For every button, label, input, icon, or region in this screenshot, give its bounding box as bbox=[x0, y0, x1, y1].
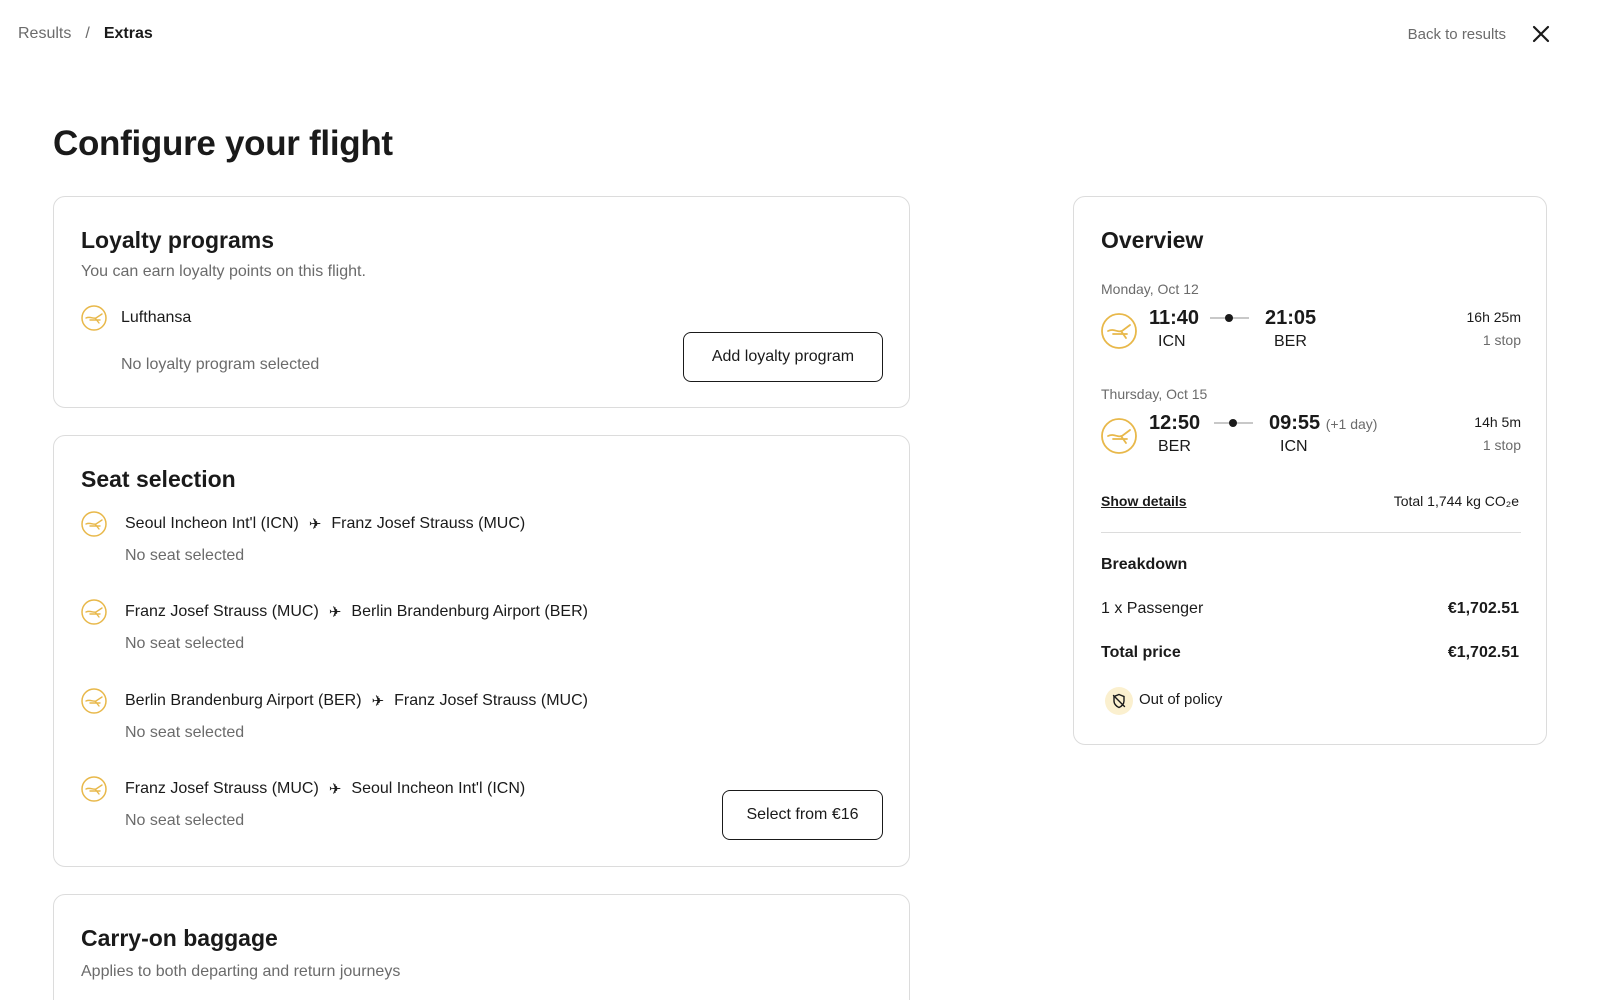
arrival-airport: BER bbox=[1274, 333, 1307, 350]
lufthansa-crane-icon bbox=[1101, 418, 1137, 454]
top-bar bbox=[0, 0, 1600, 70]
overview-card bbox=[1073, 196, 1547, 745]
total-price: €1,702.51 bbox=[1447, 644, 1519, 661]
segment-seat-status: No seat selected bbox=[125, 635, 245, 652]
page-title: Configure your flight bbox=[53, 124, 393, 163]
breadcrumb-current: Extras bbox=[103, 25, 153, 42]
policy-status: Out of policy bbox=[1139, 691, 1223, 708]
flight-duration: 16h 25m bbox=[1466, 309, 1521, 325]
segment-seat-status: No seat selected bbox=[125, 812, 245, 829]
airplane-icon: ✈ bbox=[308, 516, 322, 533]
arrival-airport: ICN bbox=[1280, 438, 1308, 455]
passenger-price: €1,702.51 bbox=[1447, 600, 1519, 617]
airplane-icon: ✈ bbox=[371, 693, 385, 710]
airplane-icon: ✈ bbox=[328, 781, 342, 798]
flight-stops: 1 stop bbox=[1482, 332, 1521, 348]
segment-route bbox=[125, 603, 588, 621]
seat-segment bbox=[81, 511, 681, 571]
next-day-note: (+1 day) bbox=[1325, 416, 1378, 432]
segment-seat-status: No seat selected bbox=[125, 724, 245, 741]
segment-destination: Berlin Brandenburg Airport (BER) bbox=[351, 603, 588, 620]
seat-selection-title: Seat selection bbox=[81, 466, 236, 492]
lufthansa-crane-icon bbox=[1101, 313, 1137, 349]
breakdown-title: Breakdown bbox=[1101, 556, 1188, 573]
segment-origin: Franz Josef Strauss (MUC) bbox=[125, 603, 319, 620]
passenger-label: 1 x Passenger bbox=[1101, 600, 1204, 617]
seat-segment bbox=[81, 776, 681, 836]
segment-route bbox=[125, 692, 588, 710]
flight-duration: 14h 5m bbox=[1474, 414, 1521, 430]
baggage-subtitle: Applies to both departing and return journeys bbox=[81, 963, 401, 980]
loyalty-airline-name: Lufthansa bbox=[121, 309, 192, 326]
leg-date: Monday, Oct 12 bbox=[1101, 281, 1199, 297]
departure-time: 11:40 bbox=[1149, 307, 1200, 329]
segment-destination: Seoul Incheon Int'l (ICN) bbox=[351, 780, 526, 797]
segment-route bbox=[125, 515, 525, 533]
arrival-time: 21:05 bbox=[1265, 307, 1317, 329]
loyalty-status: No loyalty program selected bbox=[121, 356, 320, 373]
flight-leg-outbound bbox=[1101, 307, 1521, 357]
breadcrumb-results-link[interactable]: Results bbox=[18, 25, 72, 42]
seat-segment bbox=[81, 599, 681, 659]
flight-leg-return bbox=[1101, 412, 1521, 462]
segment-origin: Franz Josef Strauss (MUC) bbox=[125, 780, 319, 797]
show-details-link[interactable]: Show details bbox=[1101, 493, 1187, 509]
stop-dot bbox=[1225, 314, 1233, 322]
divider bbox=[1101, 532, 1521, 533]
breadcrumb bbox=[18, 25, 153, 43]
lufthansa-crane-icon bbox=[81, 305, 107, 331]
arrival-time: 09:55 (+1 day) bbox=[1269, 412, 1378, 434]
baggage-title: Carry-on baggage bbox=[81, 925, 278, 951]
co2-total: Total 1,744 kg CO₂e bbox=[1393, 493, 1519, 509]
loyalty-programs-card bbox=[53, 196, 910, 408]
loyalty-title: Loyalty programs bbox=[81, 227, 274, 253]
departure-airport: BER bbox=[1158, 438, 1191, 455]
lufthansa-crane-icon bbox=[81, 776, 107, 802]
select-seats-button[interactable]: Select from €16 bbox=[722, 790, 883, 840]
lufthansa-crane-icon bbox=[81, 599, 107, 625]
seat-segment bbox=[81, 688, 681, 748]
add-loyalty-program-button[interactable]: Add loyalty program bbox=[683, 332, 883, 382]
leg-date: Thursday, Oct 15 bbox=[1101, 386, 1208, 402]
segment-seat-status: No seat selected bbox=[125, 547, 245, 564]
breadcrumb-separator: / bbox=[85, 25, 90, 42]
segment-route bbox=[125, 780, 525, 798]
departure-time: 12:50 bbox=[1149, 412, 1201, 434]
segment-origin: Berlin Brandenburg Airport (BER) bbox=[125, 692, 362, 709]
loyalty-subtitle: You can earn loyalty points on this flight. bbox=[81, 263, 366, 280]
stop-dot bbox=[1229, 419, 1237, 427]
departure-airport: ICN bbox=[1158, 333, 1186, 350]
segment-destination: Franz Josef Strauss (MUC) bbox=[394, 692, 588, 709]
segment-origin: Seoul Incheon Int'l (ICN) bbox=[125, 515, 299, 532]
shield-off-icon bbox=[1105, 687, 1133, 715]
back-to-results-link[interactable]: Back to results bbox=[1407, 26, 1506, 43]
flight-stops: 1 stop bbox=[1482, 437, 1521, 453]
total-price-label: Total price bbox=[1101, 644, 1181, 661]
lufthansa-crane-icon bbox=[81, 511, 107, 537]
seat-selection-card bbox=[53, 435, 910, 867]
lufthansa-crane-icon bbox=[81, 688, 107, 714]
overview-title: Overview bbox=[1101, 227, 1204, 253]
close-icon[interactable] bbox=[1530, 23, 1552, 45]
segment-destination: Franz Josef Strauss (MUC) bbox=[331, 515, 526, 532]
airplane-icon: ✈ bbox=[328, 604, 342, 621]
carry-on-baggage-card bbox=[53, 894, 910, 1000]
